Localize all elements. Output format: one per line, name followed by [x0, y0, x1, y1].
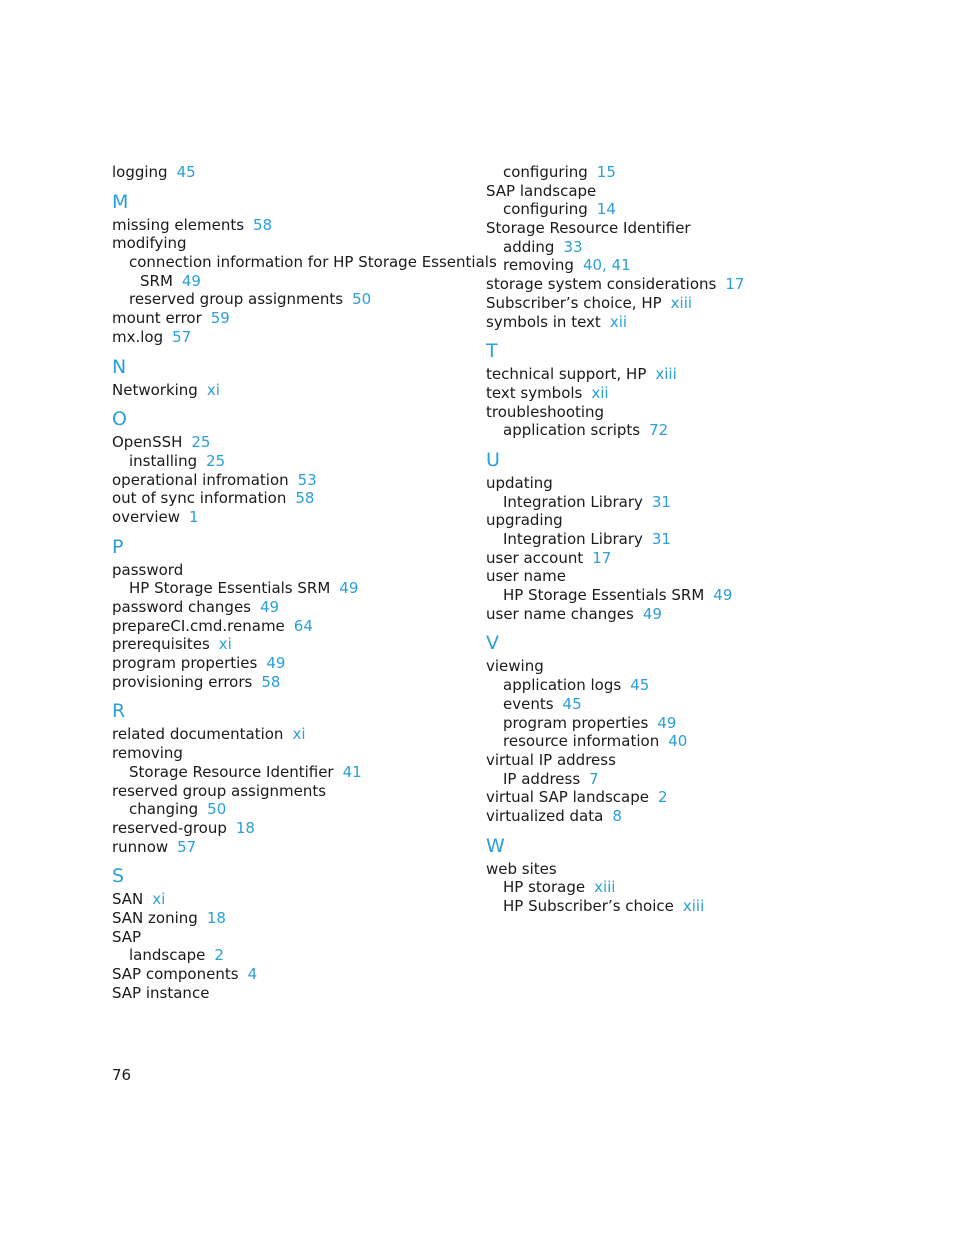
index-entry — [486, 474, 846, 493]
index-term: mount error — [112, 309, 202, 328]
index-term: application scripts — [503, 421, 641, 440]
index-page-link[interactable]: 53 — [297, 470, 317, 489]
index-page-link[interactable]: xi — [152, 890, 166, 909]
index-term: overview — [112, 507, 180, 526]
index-entry — [112, 328, 472, 347]
index-page-link[interactable]: 45 — [176, 163, 196, 181]
index-term: operational infromation — [112, 470, 289, 489]
index-page-link[interactable]: 45 — [562, 694, 582, 713]
index-term: virtual IP address — [486, 750, 616, 769]
index-entry — [486, 365, 846, 384]
index-column-left — [112, 163, 497, 1002]
index-term: Integration Library — [503, 492, 643, 511]
index-entry — [112, 782, 472, 801]
index-page-link[interactable]: 49 — [642, 604, 662, 623]
index-page-link[interactable]: 49 — [260, 598, 280, 616]
index-term: viewing — [486, 657, 544, 676]
index-page-link[interactable]: xi — [206, 380, 220, 399]
index-entry — [112, 309, 472, 328]
index-letter-heading: P — [112, 535, 124, 558]
index-entry — [486, 605, 846, 624]
index-page-link[interactable]: 57 — [177, 837, 197, 856]
index-entry — [486, 807, 846, 826]
index-term: program properties — [112, 654, 258, 673]
index-entry — [486, 695, 846, 714]
index-page-link[interactable]: 33 — [563, 237, 583, 256]
index-entry — [112, 763, 472, 782]
index-term: storage system considerations — [486, 275, 717, 294]
index-entry — [112, 617, 472, 636]
index-term: upgrading — [486, 511, 563, 530]
index-page-link[interactable]: xiii — [655, 365, 677, 384]
index-term: password — [112, 560, 184, 579]
index-entry — [112, 290, 472, 309]
index-letter-heading: T — [486, 340, 498, 363]
index-entry — [112, 579, 472, 598]
index-page-link[interactable]: 50 — [352, 290, 372, 309]
index-term: mx.log — [112, 327, 164, 346]
index-entry — [486, 384, 846, 403]
index-term: user name — [486, 567, 567, 586]
index-entry — [112, 928, 472, 947]
index-letter-heading: W — [486, 834, 505, 857]
index-page-link[interactable]: 31 — [651, 492, 671, 511]
index-page-link[interactable]: 25 — [191, 433, 211, 452]
index-page-link[interactable]: 49 — [339, 579, 359, 598]
index-page-link[interactable]: xi — [218, 635, 232, 654]
index-term: Subscriber’s choice, HP — [486, 293, 662, 312]
index-entry — [112, 673, 472, 692]
index-term: troubleshooting — [486, 402, 605, 421]
index-entry — [112, 909, 472, 928]
index-entry — [112, 598, 472, 617]
index-entry — [486, 751, 846, 770]
index-term: removing — [112, 744, 183, 763]
index-term: Integration Library — [503, 530, 643, 548]
index-entry — [112, 946, 472, 965]
index-entry — [486, 182, 846, 201]
index-term: web sites — [486, 859, 557, 878]
index-term: installing — [129, 451, 198, 470]
index-page-link[interactable]: 45 — [630, 676, 650, 695]
index-term: SAN zoning — [112, 908, 198, 927]
index-entry — [486, 770, 846, 789]
index-term: prepareCI.cmd.rename — [112, 616, 285, 635]
index-entry — [486, 421, 846, 440]
index-term: events — [503, 694, 554, 713]
index-entry — [486, 878, 846, 897]
index-entry — [486, 294, 846, 313]
index-entry — [112, 800, 472, 819]
index-entry — [112, 163, 472, 182]
index-page-link[interactable]: 25 — [206, 451, 226, 470]
index-term: HP Subscriber’s choice — [503, 897, 674, 915]
index-page-link[interactable]: 58 — [261, 672, 281, 691]
index-page-link[interactable]: 8 — [612, 806, 622, 825]
index-term: text symbols — [486, 383, 583, 402]
index-term: technical support, HP — [486, 365, 647, 384]
index-entry — [112, 654, 472, 673]
index-term: user name changes — [486, 604, 634, 623]
index-entry — [486, 511, 846, 530]
index-term: SAP components — [112, 965, 239, 983]
index-page-link[interactable]: 58 — [253, 215, 273, 234]
index-entry — [486, 530, 846, 549]
index-page-link[interactable]: 59 — [210, 309, 230, 328]
index-entry — [112, 216, 472, 235]
index-term: logging — [112, 163, 168, 181]
page-number: 76 — [112, 1066, 132, 1084]
index-entry — [112, 965, 472, 984]
index-term: password changes — [112, 598, 251, 616]
index-page-link[interactable]: xiii — [682, 897, 705, 915]
index-entry — [486, 549, 846, 568]
index-page-link[interactable]: 18 — [235, 818, 255, 837]
index-term: reserved group assignments — [112, 781, 327, 800]
index-entry — [486, 732, 846, 751]
index-term: SAP landscape — [486, 181, 597, 200]
index-entry — [486, 238, 846, 257]
index-entry — [486, 657, 846, 676]
index-entry — [486, 567, 846, 586]
index-entry — [486, 788, 846, 807]
index-term: provisioning errors — [112, 672, 253, 691]
index-page-link[interactable]: xiii — [670, 293, 693, 312]
index-term: landscape — [129, 946, 206, 965]
index-page-link[interactable]: 64 — [293, 616, 313, 635]
index-page-link[interactable]: xii — [591, 383, 609, 402]
index-page-link[interactable]: 18 — [206, 908, 226, 927]
index-page-link[interactable]: 17 — [725, 275, 745, 294]
index-term: runnow — [112, 837, 169, 856]
index-term: HP Storage Essentials SRM — [503, 586, 705, 605]
index-entry — [486, 313, 846, 332]
index-page-link[interactable]: 17 — [592, 548, 612, 567]
index-term: removing — [503, 256, 574, 275]
index-term: virtualized data — [486, 806, 604, 825]
index-entry — [112, 819, 472, 838]
index-entry — [112, 838, 472, 857]
index-page-link[interactable]: 40 — [668, 732, 688, 751]
index-entry — [112, 635, 472, 654]
index-entry — [486, 403, 846, 422]
index-entry — [486, 714, 846, 733]
index-entry — [112, 471, 472, 490]
index-term: connection information for HP Storage Essentials — [129, 253, 497, 272]
index-entry — [112, 489, 472, 508]
index-term: SRM — [140, 271, 173, 290]
index-page-link[interactable]: 49 — [181, 271, 201, 290]
index-page-link[interactable]: 58 — [295, 489, 315, 508]
index-term: resource information — [503, 732, 660, 751]
index-entry — [486, 493, 846, 512]
index-column-right — [486, 163, 846, 916]
index-term: symbols in text — [486, 312, 601, 331]
index-term: modifying — [112, 234, 187, 253]
index-entry — [112, 508, 472, 527]
index-page-link[interactable]: 41 — [342, 762, 362, 781]
index-entry — [112, 744, 472, 763]
index-letter-heading: N — [112, 355, 127, 378]
index-page-link[interactable]: 15 — [596, 163, 616, 181]
index-entry — [486, 860, 846, 879]
index-term: program properties — [503, 713, 649, 732]
index-page-link[interactable]: 50 — [207, 800, 227, 819]
index-letter-heading: S — [112, 865, 125, 888]
index-page-link[interactable]: 1 — [189, 507, 199, 526]
index-page-link[interactable]: xii — [609, 312, 628, 331]
index-term: configuring — [503, 200, 588, 219]
index-letter-heading: U — [486, 448, 500, 471]
index-letter-heading: M — [112, 190, 129, 213]
index-term: adding — [503, 237, 555, 256]
index-term: Storage Resource Identifier — [486, 219, 691, 238]
index-page-link[interactable]: 7 — [589, 769, 599, 788]
index-entry — [112, 561, 472, 580]
index-entry — [486, 200, 846, 219]
index-term: IP address — [503, 769, 581, 788]
index-entry — [112, 381, 472, 400]
index-entry — [486, 219, 846, 238]
index-entry — [486, 676, 846, 695]
index-page-link[interactable]: 14 — [596, 200, 616, 219]
index-entry — [112, 433, 472, 452]
index-term: changing — [129, 800, 199, 819]
index-page-link[interactable]: 49 — [657, 713, 677, 732]
index-entry — [486, 897, 846, 916]
index-term: virtual SAP landscape — [486, 788, 649, 807]
index-entry — [112, 234, 472, 253]
index-page-link[interactable]: xi — [292, 725, 306, 744]
index-entry — [112, 984, 472, 1003]
index-term: user account — [486, 548, 584, 567]
index-term: HP Storage Essentials SRM — [129, 579, 331, 598]
index-page-link[interactable]: 31 — [651, 530, 671, 548]
index-term: reserved-group — [112, 818, 227, 837]
index-term: OpenSSH — [112, 433, 183, 452]
index-entry — [112, 725, 472, 744]
index-page-link[interactable]: 4 — [247, 965, 258, 983]
index-term: SAP — [112, 927, 142, 946]
index-term: related documentation — [112, 725, 284, 744]
index-entry — [486, 256, 846, 275]
index-page-link[interactable]: 49 — [266, 654, 286, 673]
index-term: out of sync information — [112, 489, 287, 508]
index-letter-heading: R — [112, 700, 126, 723]
index-page-link[interactable]: 2 — [658, 788, 668, 807]
index-term: SAN — [112, 890, 144, 909]
index-page-link[interactable]: 57 — [172, 327, 192, 346]
index-term: Networking — [112, 380, 198, 399]
index-page-link[interactable]: 2 — [214, 946, 224, 965]
index-entry — [112, 890, 472, 909]
index-letter-heading: V — [486, 632, 499, 655]
index-term: prerequisites — [112, 635, 210, 654]
index-page-link[interactable]: xiii — [594, 878, 616, 897]
index-entry — [486, 275, 846, 294]
index-term: reserved group assignments — [129, 290, 344, 309]
index-entry — [486, 163, 846, 182]
index-letter-heading: O — [112, 408, 127, 431]
index-term: SAP instance — [112, 983, 210, 1002]
index-term: application logs — [503, 676, 622, 695]
index-page-link[interactable]: 40, 41 — [582, 256, 631, 275]
index-term: missing elements — [112, 215, 245, 234]
index-entry — [486, 586, 846, 605]
index-term: configuring — [503, 163, 588, 181]
index-entry — [112, 272, 472, 291]
index-term: Storage Resource Identifier — [129, 762, 334, 781]
index-page-link[interactable]: 72 — [649, 421, 669, 440]
index-term: HP storage — [503, 878, 586, 897]
index-page-link[interactable]: 49 — [713, 586, 733, 605]
index-term: updating — [486, 473, 553, 492]
index-entry — [112, 452, 472, 471]
index-entry — [112, 253, 497, 272]
